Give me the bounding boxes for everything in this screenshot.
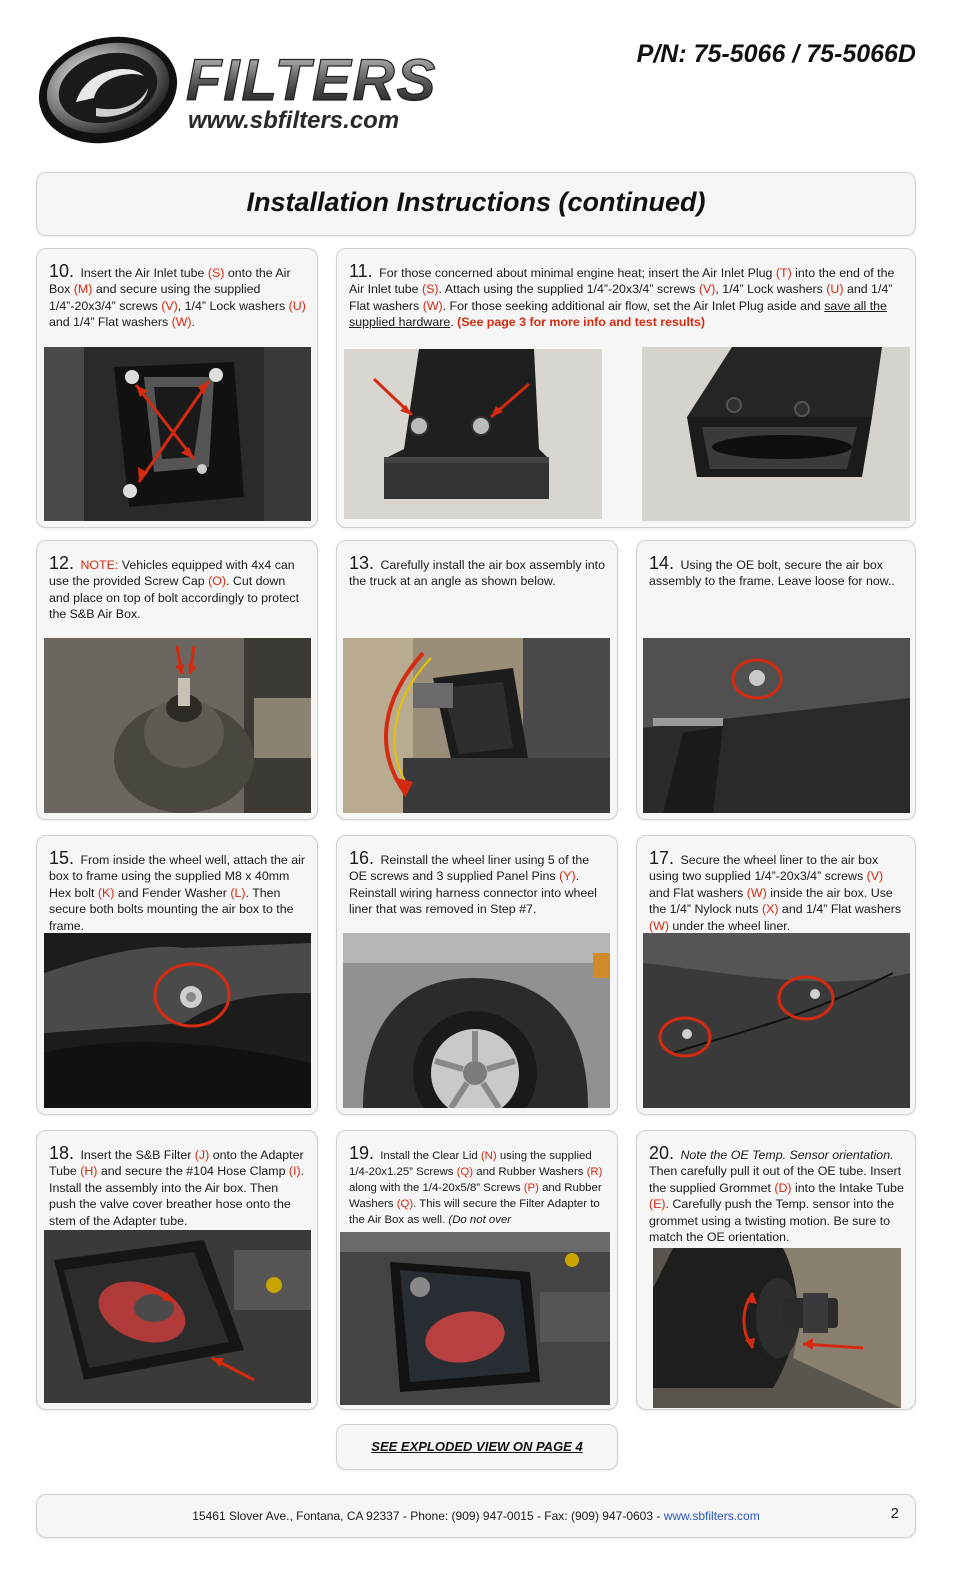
step-14-text: 14. Using the OE bolt, secure the air box assembly to the frame. Leave loose for now.. — [649, 553, 895, 589]
step-19-text: 19. Install the Clear Lid (N) using the supplied 1/4-20x1.25” Screws (Q) and Rubber Washers (R) along with the 1/4-20x5/8” Screws (P) and Rubber Washers (Q). This will secure the Filter Adapter to the Air Box as well. (Do not over — [349, 1145, 603, 1226]
step-13-photo — [343, 638, 610, 813]
step-13-text: 13. Carefully install the air box assembly into the truck at an angle as shown below. — [349, 553, 605, 589]
brand-website: www.sbfilters.com — [188, 107, 400, 134]
step-11-photo-left — [344, 349, 602, 519]
step-20-card — [636, 1130, 916, 1410]
step-18-card — [36, 1130, 318, 1410]
step-14-card — [636, 540, 916, 820]
brand-logo — [36, 28, 506, 148]
exploded-view-link[interactable]: SEE EXPLODED VIEW ON PAGE 4 — [371, 1439, 583, 1454]
step-17-text: 17. Secure the wheel liner to the air box using two supplied 1/4”-20x3/4” screws (V) and Flat washers (W) inside the air box. Use the 1/4” Nylock nuts (X) and 1/4” Flat washers (W) under the wheel liner. — [649, 848, 902, 933]
step-16-photo — [343, 933, 610, 1108]
step-11-photo-right — [642, 347, 910, 521]
page-title: Installation Instructions (continued) — [246, 187, 706, 217]
step-12-photo — [44, 638, 311, 813]
step-12-card — [36, 540, 318, 820]
step-12-text: 12. NOTE: Vehicles equipped with 4x4 can use the provided Screw Cap (O). Cut down and place on top of bolt accordingly to protect the S&B Air Box. — [49, 553, 300, 622]
step-10-card — [36, 248, 318, 528]
step-17-card — [636, 835, 916, 1115]
footer-card — [36, 1494, 916, 1538]
page-number: 2 — [890, 1505, 899, 1522]
step-19-photo — [340, 1232, 610, 1405]
step-20-photo — [653, 1248, 901, 1408]
step-17-photo — [643, 933, 910, 1108]
step-11-text: 11. For those concerned about minimal engine heat; insert the Air Inlet Plug (T) into the end of the Air Inlet tube (S). Attach using the supplied 1/4”-20x3/4” screws (V), 1/4” Lock washers (U) and 1/4” Flat washers (W). For those seeking additional air flow, set the Air Inlet Plug aside and save all the supplied hardware. (See page 3 for more info and test results) — [349, 261, 895, 330]
step-15-text: 15. From inside the wheel well, attach the air box to frame using the supplied M8 x 40mm Hex bolt (K) and Fender Washer (L). Then secure both bolts mounting the air box to the frame. — [49, 848, 305, 933]
step-19-card — [336, 1130, 618, 1410]
part-number: P/N: 75-5066 / 75-5066D — [636, 40, 916, 68]
step-11-card — [336, 248, 916, 528]
step-14-photo — [643, 638, 910, 813]
title-card — [36, 172, 916, 236]
brand-word: FILTERS — [186, 48, 438, 113]
footer-address-text: 15461 Slover Ave., Fontana, CA 92337 - Phone: (909) 947-0015 - Fax: (909) 947-0603 - — [192, 1509, 664, 1523]
footer-website-link[interactable]: www.sbfilters.com — [663, 1509, 760, 1523]
footer-address — [37, 1509, 915, 1523]
exploded-view-card[interactable] — [336, 1424, 618, 1470]
step-20-text: 20. Note the OE Temp. Sensor orientation. Then carefully pull it out of the OE tube. Insert the supplied Grommet (D) into the Intake Tube (E). Carefully push the Temp. sensor into the grommet using a twisting motion. Be sure to match the OE orientation. — [649, 1143, 904, 1245]
sb-logo-icon — [36, 28, 506, 148]
step-10-photo — [44, 347, 311, 521]
step-16-card — [336, 835, 618, 1115]
step-18-text: 18. Insert the S&B Filter (J) onto the Adapter Tube (H) and secure the #104 Hose Clamp (I). Install the assembly into the Air box. Then push the valve cover breather hose onto the stem of the Adapter tube. — [49, 1143, 305, 1228]
step-15-card — [36, 835, 318, 1115]
step-18-photo — [44, 1230, 311, 1403]
step-15-photo — [44, 933, 311, 1108]
step-10-text: 10. Insert the Air Inlet tube (S) onto the Air Box (M) and secure using the supplied 1/4”-20x3/4” screws (V), 1/4” Lock washers (U) and 1/4” Flat washers (W). — [49, 261, 306, 330]
step-16-text: 16. Reinstall the wheel liner using 5 of the OE screws and 3 supplied Panel Pins (Y). Reinstall wiring harness connector into wheel liner that was removed in Step #7. — [349, 848, 597, 917]
step-13-card — [336, 540, 618, 820]
